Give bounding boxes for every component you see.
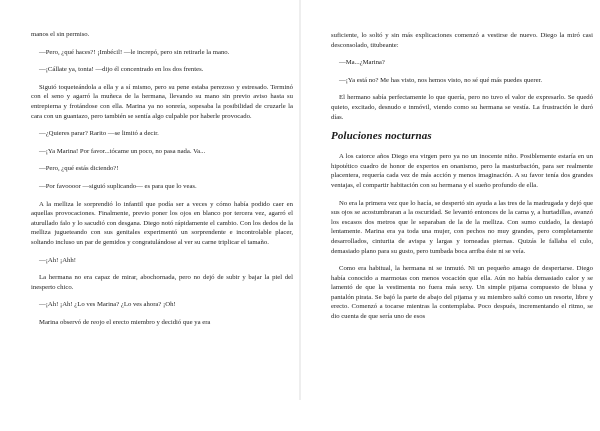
dialogue-line: —¡Ya está no? Me has visto, nos hemos visto, no sé qué más puedes querer.	[339, 76, 543, 84]
left-page	[31, 30, 293, 430]
dialogue-line: —¿Quieres parar? Rarito —se limitó a decir.	[39, 130, 159, 138]
dialogue-line: —¡Ah! ¡Ah! ¿Lo ves Marina? ¿Lo ves ahora? ¡Oh!	[39, 301, 176, 309]
paragraph: Siguió toqueteándola a ella y a sí mismo, pero su pene estaba perezoso y estresado. Terminó con el seno y agarró la muñeca de la hermana, llevando su mano sin previo aviso hasta su entrepierna y frotándose con ella. Marina ya no sonreía, sopesaba la posibilidad de cruzarle la cara con un guantazo, pero también se sentía algo culpable por haberle provocado.	[31, 83, 293, 120]
dialogue-line: —¡Cállate ya, tonta! —dijo él concentrado en los dos frentes.	[39, 66, 204, 74]
dialogue-line: —¡Ah! ¡Ahh!	[39, 256, 76, 264]
page-gutter	[299, 0, 301, 400]
paragraph: manos el sin permiso.	[31, 31, 90, 38]
paragraph: Como era habitual, la hermana ni se inmutó. Ni un pequeño amago de despertarse. Diego había conocido a marmotas con menos vocación que ella. Aún no había demasiado calor y se lamentó de que la vestimenta no fuera más sexy. Un simple pijama compuesto de blusa y pantalón pirata. Se bajó la parte de abajo del pijama y su miembro saltó como un resorte, libre y erecto. Comenzó a tocarse mientras la contemplaba. Poco después, incrementando el ritmo, se dio cuenta de que sería uno de esos	[331, 265, 593, 321]
paragraph: A la melliza le sorprendió lo infantil que podía ser a veces y cómo había podido caer en aquellas provocaciones. Finalmente, previo poner los ojos en blanco por tercera vez, agarró el aturullado falo y lo sacudió con desgana. Diego notó rápidamente el cambio. Con los dedos de la melliza jugueteando con sus genitales experimentó un sorprendente e incontrolable placer, soltando incluso un par de gemidos y congratulándose al ver su carne triplicar el tamaño.	[31, 200, 293, 246]
paragraph: suficiente, lo soltó y sin más explicaciones comenzó a vestirse de nuevo. Diego la miró casi desconsolado, titubeante:	[331, 32, 593, 49]
paragraph: Marina observó de reojo el erecto miembro y decidió que ya era	[39, 318, 211, 326]
paragraph: El hermano sabía perfectamente lo que quería, pero no tuvo el valor de expresarlo. Se quedó quieto, excitado, desnudo e inmóvil, viendo como su hermana se vestía. La frustración le duró días.	[331, 94, 593, 121]
paragraph: La hermana no era capaz de mirar, abochornada, pero no dejó de subir y bajar la piel del inesperto chico.	[31, 274, 293, 291]
right-page	[331, 31, 593, 431]
dialogue-line: —Ma...¿Marina?	[339, 59, 385, 67]
section-title: Poluciones nocturnas	[331, 130, 432, 143]
paragraph: No era la primera vez que lo hacía, se despertó sin ayuda a las tres de la madrugada y dejó que sus ojos se acostumbraran a la oscuridad. Se levantó entonces de la cama y, a hurtadillas, avanzó los escasos dos metros que le separaban de la de la melliza. Con sumo cuidado, la destapó lentamente. Marina era ya toda una mujer, con pechos no muy grandes, pero completamente desarrollados, cinturita de avispa y largas y torneadas piernas. Quizás le fallaba el culo, demasiado plano para su gusto, pero tumbada boca arriba éste ni se veía.	[331, 199, 593, 255]
dialogue-line: —Pero, ¿qué estás diciendo?!	[39, 165, 119, 173]
dialogue-line: —Por favoooor —siguió suplicando— es para que lo veas.	[39, 182, 197, 190]
dialogue-line: —¡Ya Marina! Por favor...tócame un poco, no pasa nada. Va...	[39, 147, 206, 155]
paragraph: A los catorce años Diego era virgen pero ya no un inocente niño. Posiblemente estaría en un hipotético cuadro de honor de expertos en onanismo, pero la masturbación, para ser realmente placentera, requería cada vez de más acción y menos imaginación. A su favor tenía dos grandes ventajas, el compartir habitación con su hermana y el sueño profundo de ella.	[331, 153, 593, 189]
dialogue-line: —Pero, ¿qué haces?! ¡Imbécil! —le increpó, pero sin retirarle la mano.	[39, 48, 230, 56]
